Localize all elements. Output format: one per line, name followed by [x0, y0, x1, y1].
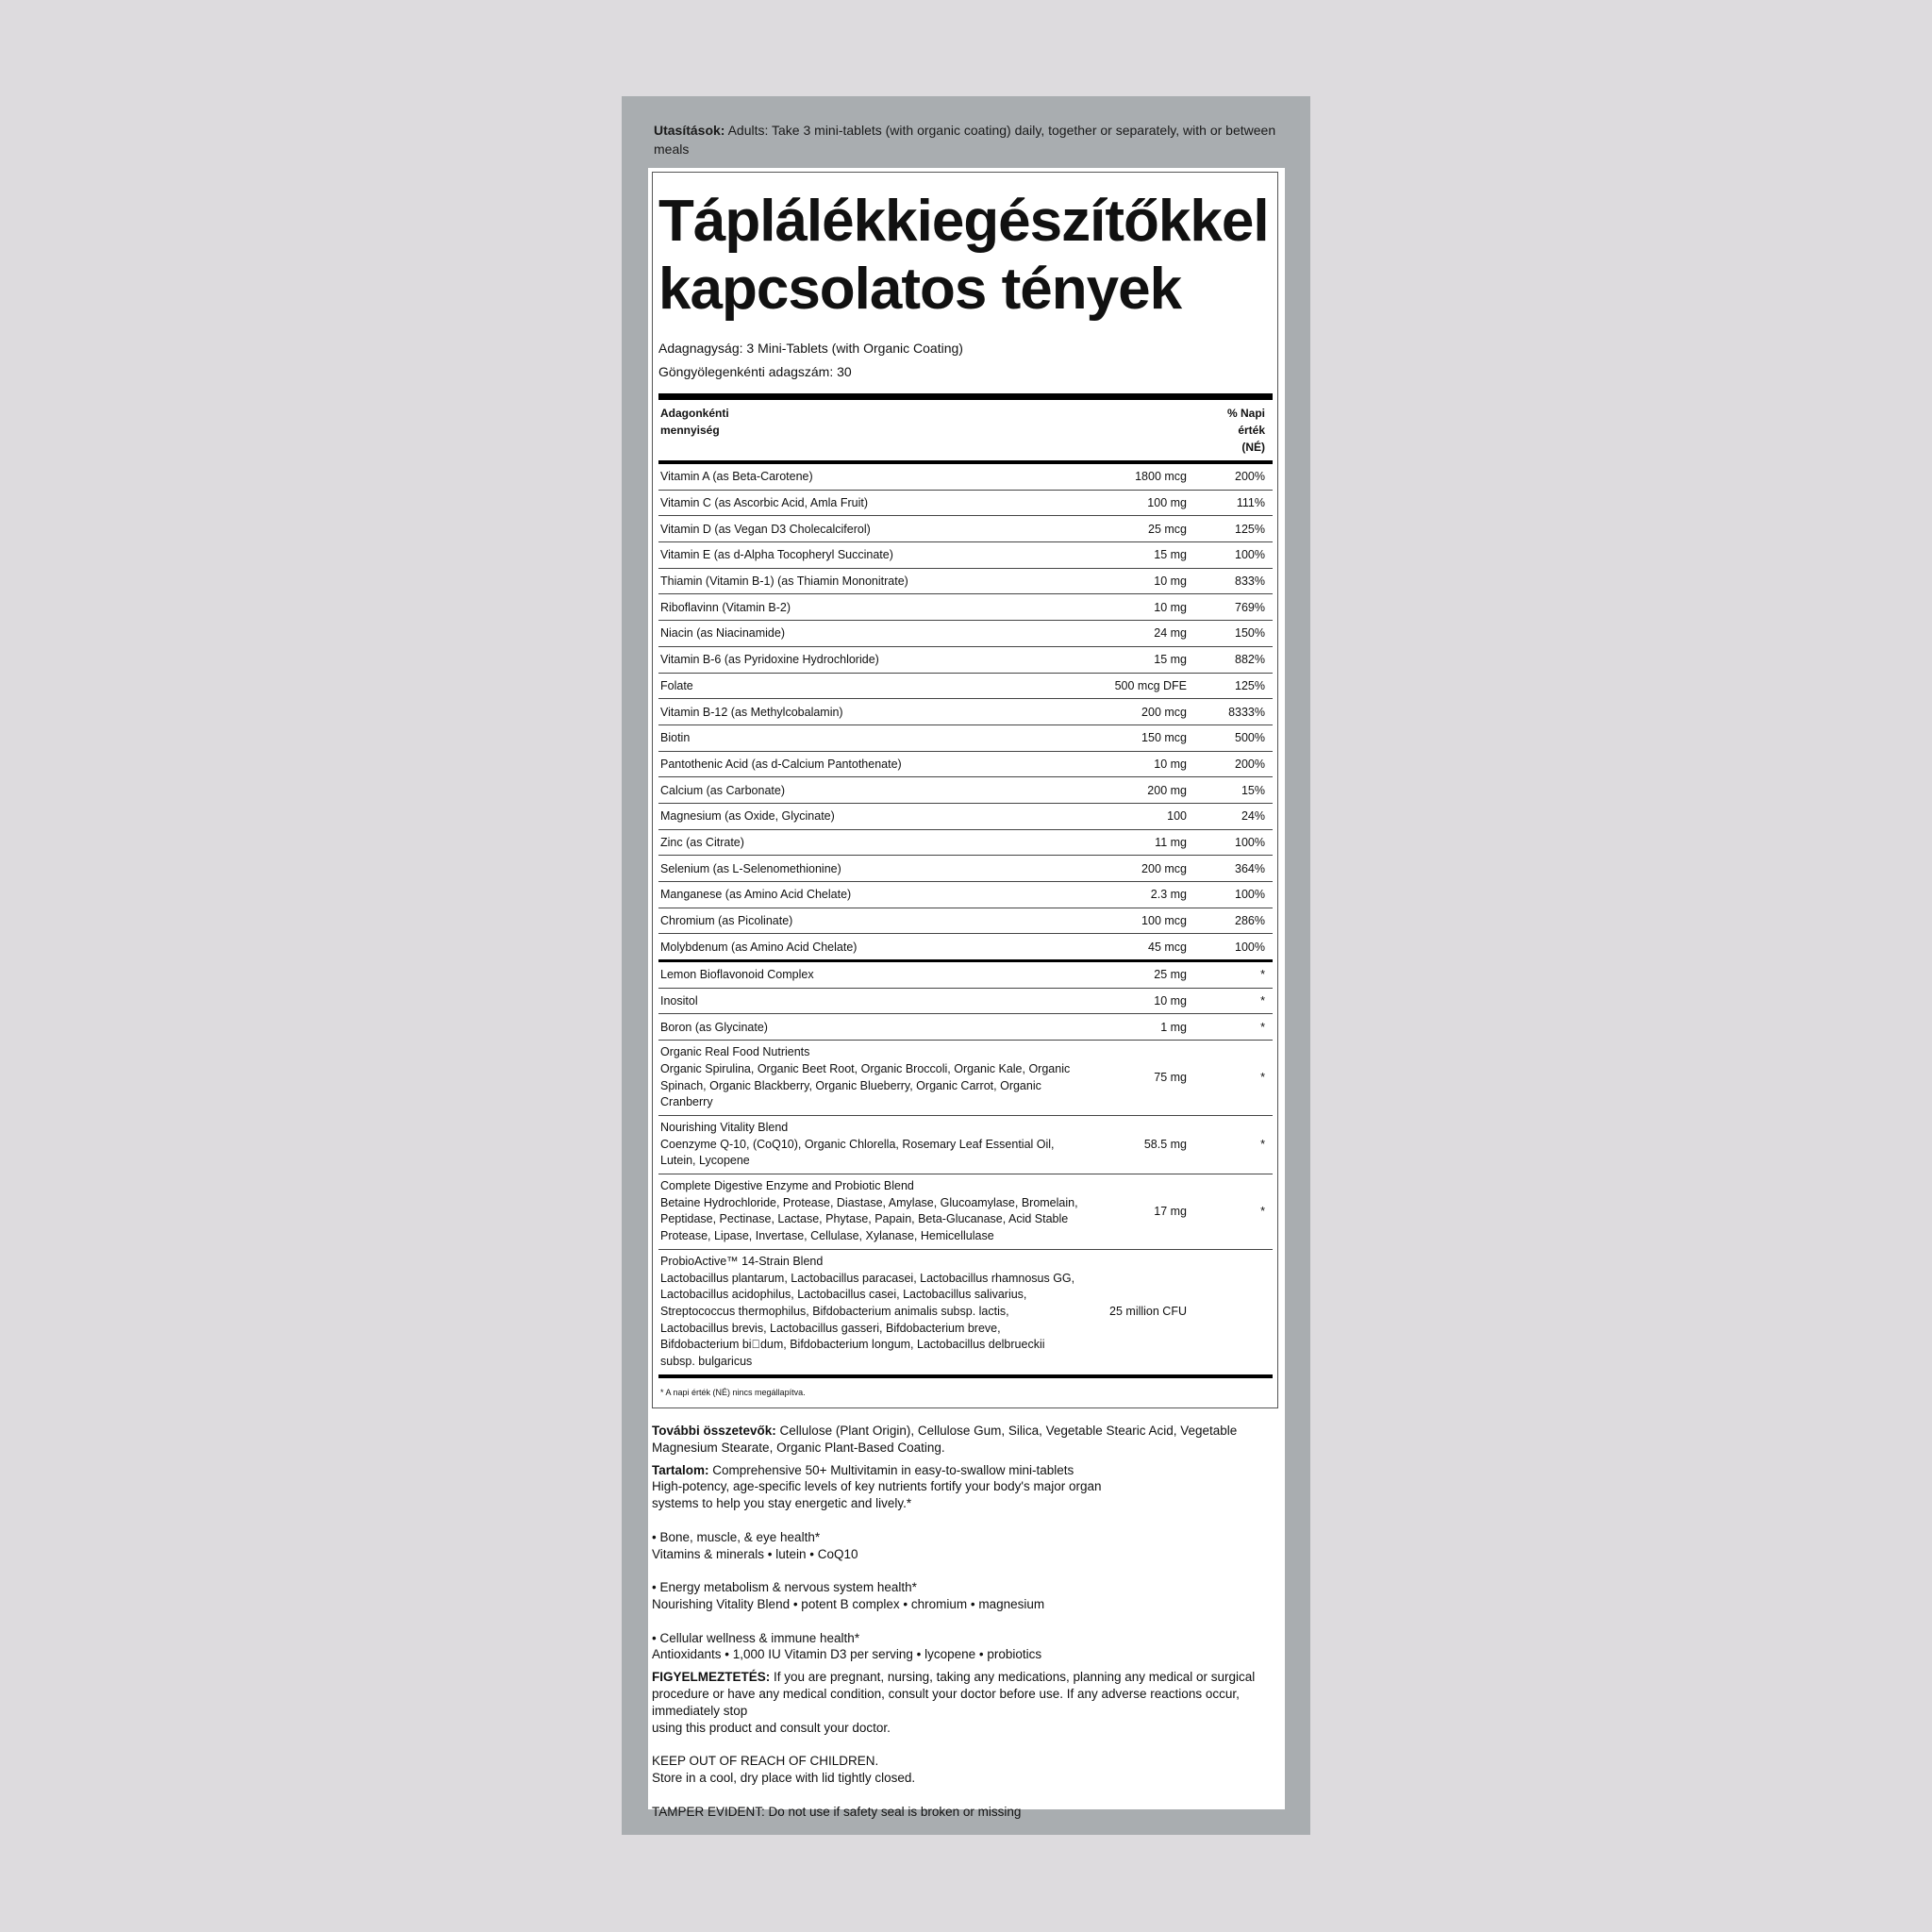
nutrient-amount: 150 mcg [1091, 724, 1189, 751]
amount-header-line1: Adagonkénti [660, 407, 729, 420]
other-ingredients [652, 1423, 1284, 1457]
nutrient-dv: 15% [1189, 777, 1273, 804]
serving-info [658, 337, 1273, 384]
nutrient-amount: 10 mg [1091, 594, 1189, 621]
dv-header [1227, 405, 1265, 456]
ingredient-amount: 10 mg [1091, 988, 1189, 1014]
blend-name: Complete Digestive Enzyme and Probiotic Blend [660, 1179, 914, 1193]
nutrient-dv: 100% [1189, 882, 1273, 908]
other-ingredients-text: Cellulose (Plant Origin), Cellulose Gum, Silica, Vegetable Stearic Acid, Vegetable Magnesium Stearate, Organic Plant-Based Coating. [652, 1424, 1238, 1455]
nutrient-name: Zinc (as Citrate) [658, 829, 1091, 856]
nutrient-amount: 1800 mcg [1091, 464, 1189, 490]
blend-ingredient-line: Spinach, Organic Blackberry, Organic Blueberry, Organic Carrot, Organic [660, 1078, 1041, 1092]
nutrient-dv: 125% [1189, 516, 1273, 542]
thick-divider [658, 393, 1273, 400]
ingredient-name: Boron (as Glycinate) [658, 1014, 1091, 1041]
amount-header-line2: mennyiség [660, 424, 720, 437]
contents-label: Tartalom: [652, 1462, 709, 1477]
nutrient-name: Folate [658, 673, 1091, 699]
nutrient-amount: 200 mcg [1091, 856, 1189, 882]
nutrient-name: Riboflavinn (Vitamin B-2) [658, 594, 1091, 621]
nutrient-name: Vitamin D (as Vegan D3 Cholecalciferol) [658, 516, 1091, 542]
blend-name: Nourishing Vitality Blend [660, 1120, 789, 1134]
facts-title-line1: Táplálékkiegészítőkkel [658, 189, 1269, 254]
nutrient-row [658, 621, 1273, 647]
blend-ingredient-line: Bifdobacterium bi dum, Bifdobacterium longum, Lactobacillus delbrueckii [660, 1338, 1045, 1352]
nutrient-row [658, 673, 1273, 699]
nutrient-row [658, 856, 1273, 882]
blend-cell [658, 1174, 1091, 1250]
nutrient-amount: 100 mcg [1091, 908, 1189, 934]
blend-row [658, 1115, 1273, 1174]
nutrient-dv: 111% [1189, 490, 1273, 516]
nutrient-amount: 100 [1091, 803, 1189, 829]
nutrient-dv: 364% [1189, 856, 1273, 882]
label-panel [622, 96, 1310, 1835]
directions-label: Utasítások: [654, 123, 725, 138]
nutrient-row [658, 699, 1273, 725]
storage-notice: Store in a cool, dry place with lid tightly closed. [652, 1770, 916, 1785]
nutrient-row [658, 594, 1273, 621]
nutrient-dv: 100% [1189, 542, 1273, 569]
nutrient-row [658, 908, 1273, 934]
nutrient-amount: 200 mg [1091, 777, 1189, 804]
warning-line2: procedure or have any medical condition, consult your doctor before use. If any adverse reactions occur, immediately stop [652, 1686, 1240, 1718]
nutrient-row [658, 777, 1273, 804]
servings-per-container: Göngyölegenkénti adagszám: 30 [658, 364, 852, 379]
blend-amount: 58.5 mg [1091, 1115, 1189, 1174]
blend-ingredient-line: subsp. bulgaricus [660, 1355, 753, 1369]
warning-label: FIGYELMEZTETÉS: [652, 1670, 771, 1685]
benefit-detail: Antioxidants • 1,000 IU Vitamin D3 per serving • lycopene • probiotics [652, 1647, 1042, 1662]
nutrient-row [658, 751, 1273, 777]
nutrient-dv: 24% [1189, 803, 1273, 829]
amount-header [660, 405, 729, 456]
dv-header-line1: % Napi [1226, 407, 1265, 420]
nutrient-row [658, 464, 1273, 490]
nutrient-row [658, 829, 1273, 856]
blend-name: ProbioActive™ 14-Strain Blend [660, 1254, 824, 1268]
nutrient-dv: 882% [1189, 646, 1273, 673]
ingredient-amount: 1 mg [1091, 1014, 1189, 1041]
nutrient-dv: 125% [1189, 673, 1273, 699]
blend-ingredient-line: Peptidase, Pectinase, Lactase, Phytase, Papain, Beta-Glucanase, Acid Stable [660, 1212, 1069, 1226]
benefit-title: • Cellular wellness & immune health* [652, 1630, 860, 1645]
ingredient-amount: 25 mg [1091, 961, 1189, 989]
blend-dv: * [1189, 1115, 1273, 1174]
label-card [648, 168, 1285, 1819]
nutrient-amount: 200 mcg [1091, 699, 1189, 725]
blend-amount: 17 mg [1091, 1174, 1189, 1250]
benefit-title: • Energy metabolism & nervous system health* [652, 1580, 917, 1595]
nutrient-row [658, 882, 1273, 908]
nutrient-amount: 25 mcg [1091, 516, 1189, 542]
nutrient-name: Molybdenum (as Amino Acid Chelate) [658, 934, 1091, 961]
nutrient-name: Niacin (as Niacinamide) [658, 621, 1091, 647]
blend-ingredient-line: Cranberry [660, 1095, 713, 1109]
nutrient-name: Selenium (as L-Selenomethionine) [658, 856, 1091, 882]
supplement-facts-box [652, 172, 1278, 1408]
dv-footnote: * A napi érték (NÉ) nincs megállapítva. [660, 1387, 806, 1397]
blend-dv [1189, 1249, 1273, 1375]
nutrient-name: Magnesium (as Oxide, Glycinate) [658, 803, 1091, 829]
warning-line3: using this product and consult your doctor. [652, 1720, 891, 1735]
nutrient-row [658, 803, 1273, 829]
nutrient-name: Pantothenic Acid (as d-Calcium Pantothenate) [658, 751, 1091, 777]
nutrient-dv: 150% [1189, 621, 1273, 647]
nutrient-amount: 500 mcg DFE [1091, 673, 1189, 699]
blend-ingredient-line: Lactobacillus brevis, Lactobacillus gasseri, Bifdobacterium breve, [660, 1321, 1001, 1335]
warning-line1 [652, 1669, 1284, 1686]
nutrient-name: Vitamin A (as Beta-Carotene) [658, 464, 1091, 490]
tamper-notice: TAMPER EVIDENT: Do not use if safety seal is broken or missing [652, 1804, 1022, 1819]
blend-ingredient-line: Streptococcus thermophilus, Bifdobacterium animalis subsp. lactis, [660, 1304, 1009, 1318]
ingredient-dv: * [1189, 1014, 1273, 1041]
nutrient-dv: 200% [1189, 464, 1273, 490]
other-ingredient-row [658, 961, 1273, 989]
facts-header-row [658, 400, 1273, 460]
nutrient-amount: 15 mg [1091, 646, 1189, 673]
nutrient-amount: 45 mcg [1091, 934, 1189, 961]
nutrient-dv: 100% [1189, 829, 1273, 856]
nutrient-dv: 833% [1189, 568, 1273, 594]
nutrient-dv: 8333% [1189, 699, 1273, 725]
nutrient-amount: 10 mg [1091, 751, 1189, 777]
warning-text1: If you are pregnant, nursing, taking any medications, planning any medical or surgical [770, 1670, 1256, 1685]
nutrient-dv: 200% [1189, 751, 1273, 777]
nutrient-amount: 100 mg [1091, 490, 1189, 516]
nutrient-row [658, 934, 1273, 961]
nutrient-row [658, 724, 1273, 751]
nutrient-dv: 769% [1189, 594, 1273, 621]
nutrient-dv: 500% [1189, 724, 1273, 751]
other-ingredients-label: További összetevők: [652, 1424, 776, 1438]
nutrient-dv: 286% [1189, 908, 1273, 934]
ingredient-dv: * [1189, 961, 1273, 989]
directions [654, 121, 1286, 158]
contents-line3: systems to help you stay energetic and lively.* [652, 1496, 912, 1511]
nutrient-amount: 15 mg [1091, 542, 1189, 569]
label-lower-text [652, 1423, 1284, 1820]
ingredient-name: Inositol [658, 988, 1091, 1014]
blend-dv: * [1189, 1174, 1273, 1250]
nutrient-dv: 100% [1189, 934, 1273, 961]
contents-line1 [652, 1462, 1284, 1479]
nutrient-name: Vitamin C (as Ascorbic Acid, Amla Fruit) [658, 490, 1091, 516]
ingredient-dv: * [1189, 988, 1273, 1014]
nutrient-amount: 10 mg [1091, 568, 1189, 594]
nutrient-row [658, 516, 1273, 542]
blend-cell [658, 1041, 1091, 1116]
blend-ingredient-line: Protease, Lipase, Invertase, Cellulase, Xylanase, Hemicellulase [660, 1229, 994, 1243]
blend-name: Organic Real Food Nutrients [660, 1045, 810, 1059]
nutrient-row [658, 490, 1273, 516]
blend-ingredient-line: Lactobacillus acidophilus, Lactobacillus casei, Lactobacillus salivarius, [660, 1288, 1027, 1302]
nutrient-amount: 24 mg [1091, 621, 1189, 647]
blend-ingredient-line: Lactobacillus plantarum, Lactobacillus paracasei, Lactobacillus rhamnosus GG, [660, 1271, 1075, 1285]
blend-amount: 75 mg [1091, 1041, 1189, 1116]
dv-header-line2: érték [1238, 424, 1265, 437]
nutrient-row [658, 646, 1273, 673]
nutrient-name: Chromium (as Picolinate) [658, 908, 1091, 934]
serving-size: Adagnagyság: 3 Mini-Tablets (with Organic Coating) [658, 341, 963, 356]
facts-title [658, 188, 1273, 324]
blend-ingredient-line: Betaine Hydrochloride, Protease, Diastase, Amylase, Glucoamylase, Bromelain, [660, 1195, 1078, 1209]
benefit-detail: Nourishing Vitality Blend • potent B complex • chromium • magnesium [652, 1596, 1045, 1611]
blend-ingredient-line: Lutein, Lycopene [660, 1154, 750, 1168]
benefit-title: • Bone, muscle, & eye health* [652, 1529, 821, 1544]
nutrient-row [658, 542, 1273, 569]
blend-row [658, 1249, 1273, 1375]
nutrient-name: Manganese (as Amino Acid Chelate) [658, 882, 1091, 908]
blend-cell [658, 1249, 1091, 1375]
nutrient-row [658, 568, 1273, 594]
blend-amount: 25 million CFU [1091, 1249, 1189, 1375]
contents-text1: Comprehensive 50+ Multivitamin in easy-to-swallow mini-tablets [708, 1462, 1074, 1477]
benefit-detail: Vitamins & minerals • lutein • CoQ10 [652, 1546, 858, 1561]
nutrient-table [658, 464, 1273, 1378]
nutrient-name: Biotin [658, 724, 1091, 751]
blend-ingredient-line: Organic Spirulina, Organic Beet Root, Organic Broccoli, Organic Kale, Organic [660, 1061, 1071, 1075]
nutrient-name: Calcium (as Carbonate) [658, 777, 1091, 804]
nutrient-amount: 11 mg [1091, 829, 1189, 856]
blend-row [658, 1041, 1273, 1116]
ingredient-name: Lemon Bioflavonoid Complex [658, 961, 1091, 989]
keep-out-notice: KEEP OUT OF REACH OF CHILDREN. [652, 1754, 879, 1769]
facts-title-line2: kapcsolatos tények [658, 257, 1182, 322]
nutrient-name: Vitamin B-12 (as Methylcobalamin) [658, 699, 1091, 725]
blend-cell [658, 1115, 1091, 1174]
blend-row [658, 1174, 1273, 1250]
nutrient-amount: 2.3 mg [1091, 882, 1189, 908]
blend-dv: * [1189, 1041, 1273, 1116]
nutrient-name: Thiamin (Vitamin B-1) (as Thiamin Mononitrate) [658, 568, 1091, 594]
other-ingredient-row [658, 988, 1273, 1014]
nutrient-name: Vitamin B-6 (as Pyridoxine Hydrochloride) [658, 646, 1091, 673]
other-ingredient-row [658, 1014, 1273, 1041]
nutrient-name: Vitamin E (as d-Alpha Tocopheryl Succinate) [658, 542, 1091, 569]
blend-ingredient-line: Coenzyme Q-10, (CoQ10), Organic Chlorella, Rosemary Leaf Essential Oil, [660, 1137, 1055, 1151]
directions-text: Adults: Take 3 mini-tablets (with organic coating) daily, together or separately, with or between meals [654, 123, 1276, 157]
dv-header-line3: (NÉ) [1241, 441, 1265, 454]
contents-line2: High-potency, age-specific levels of key nutrients fortify your body's major organ [652, 1479, 1102, 1494]
